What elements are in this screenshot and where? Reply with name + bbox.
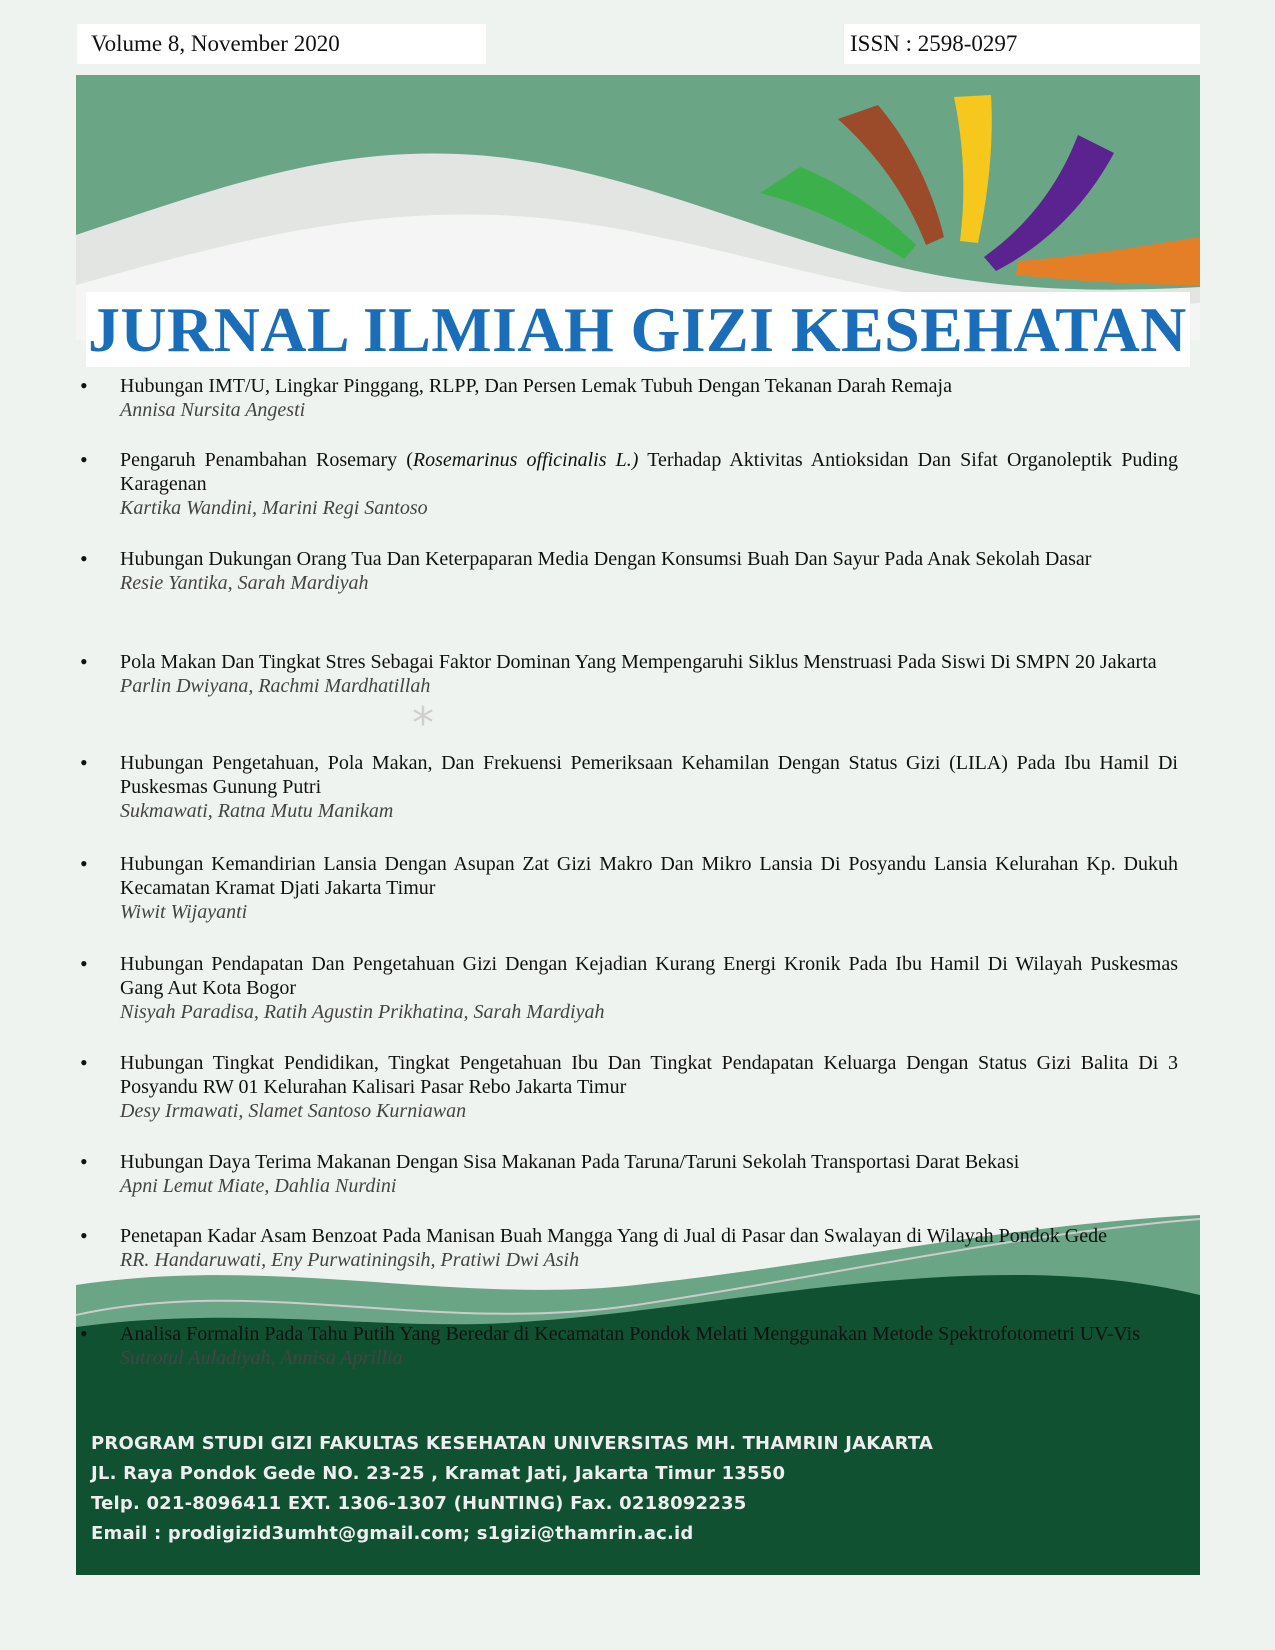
article-item	[80, 374, 1178, 422]
article-authors: Nisyah Paradisa, Ratih Agustin Prikhatina, Sarah Mardiyah	[120, 1001, 605, 1023]
footer-email-line: Email : prodigizid3umht@gmail.com; s1gizi@thamrin.ac.id	[91, 1523, 694, 1544]
article-item	[80, 852, 1178, 924]
article-authors: Wiwit Wijayanti	[120, 901, 248, 923]
article-title-end: Terhadap Aktivitas Antioksidan Dan Sifat Organoleptik Puding Karagenan	[120, 449, 1178, 495]
bullet-icon: •	[80, 750, 88, 775]
article-title: Hubungan Daya Terima Makanan Dengan Sisa Makanan Pada Taruna/Taruni Sekolah Transportasi Darat Bekasi	[120, 1151, 1020, 1173]
bullet-icon: •	[80, 951, 88, 976]
article-authors: Kartika Wandini, Marini Regi Santoso	[120, 497, 428, 519]
footer-contact-info	[91, 1429, 1171, 1549]
article-item	[80, 751, 1178, 823]
watermark-asterisk: *	[412, 698, 434, 749]
article-title: Hubungan IMT/U, Lingkar Pinggang, RLPP, Dan Persen Lemak Tubuh Dengan Tekanan Darah Remaja	[120, 375, 952, 397]
bullet-icon: •	[80, 373, 88, 398]
issn-label: ISSN : 2598-0297	[844, 24, 1200, 64]
bullet-icon: •	[80, 1321, 88, 1346]
bullet-icon: •	[80, 546, 88, 571]
article-authors: Annisa Nursita Angesti	[120, 399, 306, 421]
article-authors: Apni Lemut Miate, Dahlia Nurdini	[120, 1175, 397, 1197]
footer-program-line: PROGRAM STUDI GIZI FAKULTAS KESEHATAN UNIVERSITAS MH. THAMRIN JAKARTA	[91, 1433, 934, 1454]
article-title-species: Rosemarinus officinalis L.)	[412, 449, 639, 471]
article-title: Hubungan Dukungan Orang Tua Dan Keterpaparan Media Dengan Konsumsi Buah Dan Sayur Pada Anak Sekolah Dasar	[120, 548, 1092, 570]
article-item	[80, 448, 1178, 520]
article-item	[80, 1051, 1178, 1123]
article-item	[80, 1322, 1178, 1370]
journal-title: JURNAL ILMIAH GIZI KESEHATAN	[88, 294, 1187, 365]
article-title: Hubungan Pendapatan Dan Pengetahuan Gizi Dengan Kejadian Kurang Energi Kronik Pada Ibu Hamil Di Wilayah Puskesmas Gang Aut Kota Bogor	[120, 953, 1178, 999]
article-title: Penetapan Kadar Asam Benzoat Pada Manisan Buah Mangga Yang di Jual di Pasar dan Swalayan di Wilayah Pondok Gede	[120, 1225, 1107, 1247]
article-title: Pola Makan Dan Tingkat Stres Sebagai Faktor Dominan Yang Mempengaruhi Siklus Menstruasi Pada Siswi Di SMPN 20 Jakarta	[120, 651, 1157, 673]
article-title: Analisa Formalin Pada Tahu Putih Yang Beredar di Kecamatan Pondok Melati Menggunakan Metode Spektrofotometri UV-Vis	[120, 1323, 1141, 1345]
bullet-icon: •	[80, 447, 88, 472]
footer-address-line: JL. Raya Pondok Gede NO. 23-25 , Kramat Jati, Jakarta Timur 13550	[91, 1463, 786, 1484]
article-title: Hubungan Tingkat Pendidikan, Tingkat Pengetahuan Ibu Dan Tingkat Pendapatan Keluarga Dengan Status Gizi Balita Di 3 Posyandu RW 01 Kelurahan Kalisari Pasar Rebo Jakarta Timur	[120, 1052, 1178, 1098]
article-authors: Desy Irmawati, Slamet Santoso Kurniawan	[120, 1100, 467, 1122]
bullet-icon: •	[80, 1223, 88, 1248]
article-item	[80, 1150, 1178, 1198]
article-title	[120, 448, 1178, 496]
article-item	[80, 547, 1178, 595]
article-authors: RR. Handaruwati, Eny Purwatiningsih, Pratiwi Dwi Asih	[120, 1249, 580, 1271]
article-title-start: Pengaruh Penambahan Rosemary (	[120, 449, 413, 471]
footer-phone-line: Telp. 021-8096411 EXT. 1306-1307 (HuNTING) Fax. 0218092235	[91, 1493, 747, 1514]
bullet-icon: •	[80, 1149, 88, 1174]
article-item	[80, 952, 1178, 1024]
article-item	[80, 1224, 1178, 1272]
article-title: Hubungan Kemandirian Lansia Dengan Asupan Zat Gizi Makro Dan Mikro Lansia Di Posyandu Lansia Kelurahan Kp. Dukuh Kecamatan Kramat Djati Jakarta Timur	[120, 853, 1178, 899]
bullet-icon: •	[80, 851, 88, 876]
article-title: Hubungan Pengetahuan, Pola Makan, Dan Frekuensi Pemeriksaan Kehamilan Dengan Status Gizi (LILA) Pada Ibu Hamil Di Puskesmas Gunung Putri	[120, 752, 1178, 798]
volume-label: Volume 8, November 2020	[77, 24, 486, 64]
article-authors: Sutrotul Auladiyah, Annisa Aprillia	[120, 1347, 403, 1369]
article-item	[80, 650, 1178, 698]
bullet-icon: •	[80, 1050, 88, 1075]
article-authors: Resie Yantika, Sarah Mardiyah	[120, 572, 369, 594]
article-authors: Sukmawati, Ratna Mutu Manikam	[120, 800, 394, 822]
article-authors: Parlin Dwiyana, Rachmi Mardhatillah	[120, 675, 431, 697]
bullet-icon: •	[80, 649, 88, 674]
